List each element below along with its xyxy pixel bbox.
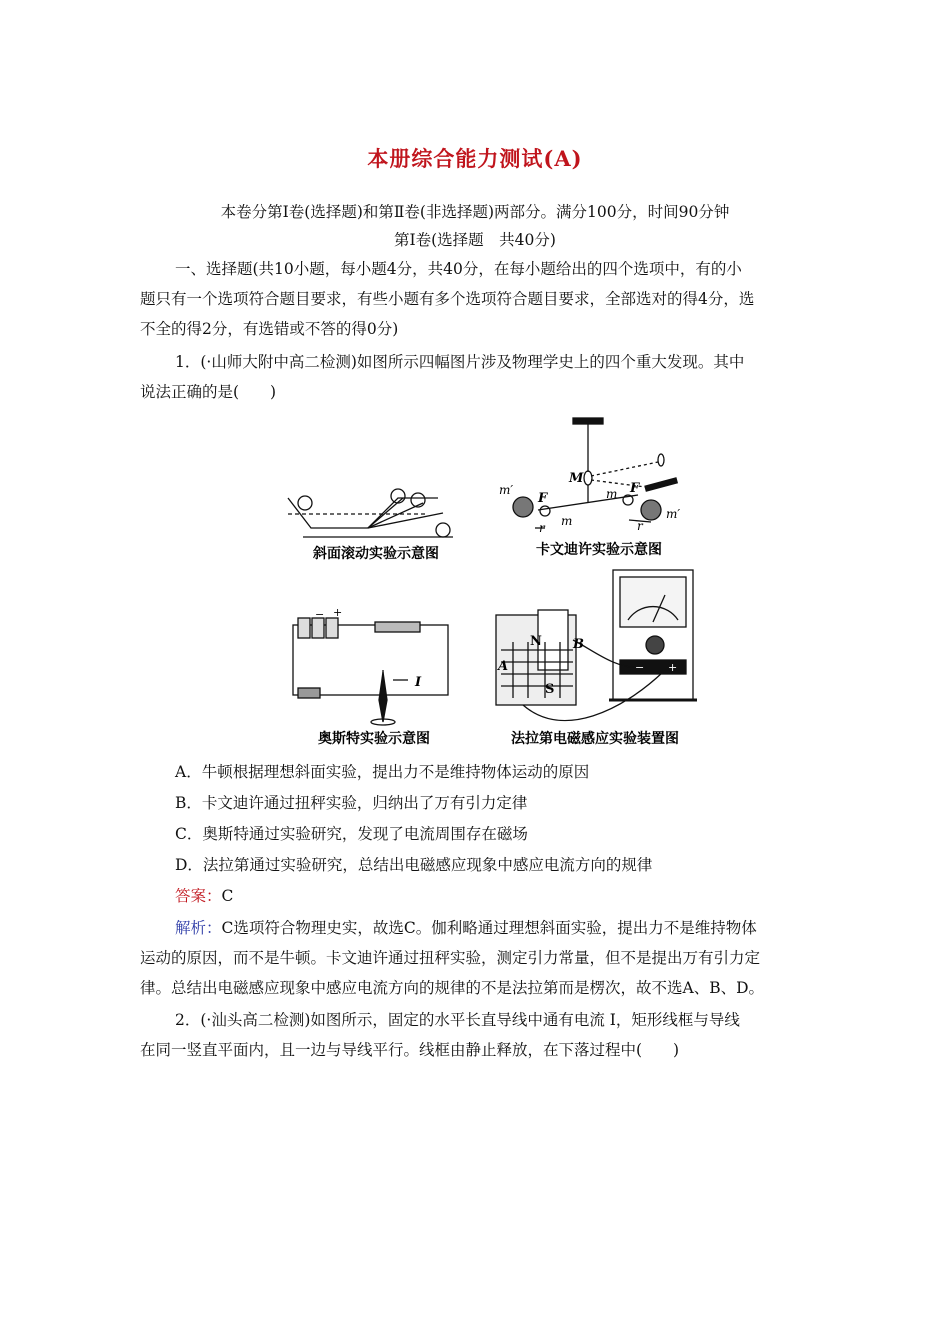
section1-line-3: 不全的得2分，有选错或不答的得0分) [140, 320, 399, 338]
label-f-left: F [538, 491, 548, 506]
label-m-prime-left: m′ [499, 483, 514, 497]
option-c: C．奥斯特通过实验研究，发现了电流周围存在磁场 [175, 825, 528, 843]
caption-inclined-plane: 斜面滚动实验示意图 [313, 546, 439, 562]
caption-cavendish: 卡文迪许实验示意图 [536, 542, 662, 558]
section1-line-1: 一、选择题(共10小题，每小题4分，共40分，在每小题给出的四个选项中，有的小 [175, 260, 742, 278]
question-2-line-2: 在同一竖直平面内，且一边与导线平行。线框由静止释放，在下落过程中( ) [140, 1041, 680, 1059]
cavendish-diagram [513, 418, 677, 528]
analysis-line-1 [175, 918, 757, 938]
label-meter-plus: + [668, 661, 678, 674]
label-f-right: F [630, 481, 640, 496]
caption-faraday: 法拉第电磁感应实验装置图 [511, 731, 679, 747]
label-battery-plus: + [333, 606, 343, 619]
oersted-diagram [293, 618, 448, 725]
label-meter-minus: − [635, 661, 645, 674]
label-pole-n: N [530, 634, 542, 649]
question-1-line-1: 1．(·山师大附中高二检测)如图所示四幅图片涉及物理学史上的四个重大发现。其中 [175, 353, 745, 371]
label-m-left: m [561, 514, 573, 528]
label-current-i: I [415, 675, 422, 690]
label-coil-a: A [498, 659, 509, 674]
question-1-figure [283, 410, 703, 755]
option-b: B．卡文迪许通过扭秤实验，归纳出了万有引力定律 [175, 794, 528, 812]
section1-line-2: 题只有一个选项符合题目要求，有些小题有多个选项符合题目要求，全部选对的得4分，选 [140, 290, 755, 308]
analysis-text-1: C选项符合物理史实，故选C。伽利略通过理想斜面实验，提出力不是维持物体 [221, 919, 757, 937]
label-battery-minus: − [315, 608, 325, 621]
part1-title: 第Ⅰ卷(选择题 共40分) [394, 231, 556, 249]
faraday-diagram [496, 570, 697, 721]
answer-label: 答案： [175, 887, 222, 905]
inclined-plane-diagram [288, 489, 453, 537]
label-m-capital: M [569, 471, 584, 486]
option-d: D．法拉第通过实验研究，总结出电磁感应现象中感应电流方向的规律 [175, 856, 653, 874]
analysis-label: 解析： [175, 919, 222, 937]
question-1-line-2: 说法正确的是( ) [140, 383, 277, 401]
label-r-left: r [539, 521, 545, 535]
option-a: A．牛顿根据理想斜面实验，提出力不是维持物体运动的原因 [175, 763, 590, 781]
label-m-prime-right: m′ [666, 507, 681, 521]
analysis-line-2: 运动的原因，而不是牛顿。卡文迪许通过扭秤实验，测定引力常量，但不是提出万有引力定 [140, 949, 761, 967]
label-coil-b: B [573, 637, 584, 652]
label-m-right: m [606, 487, 618, 501]
label-pole-s: S [545, 682, 555, 697]
page-title: 本册综合能力测试(A) [367, 146, 583, 171]
label-r-right: r [637, 519, 643, 533]
answer-value: C [221, 887, 234, 905]
analysis-line-3: 律。总结出电磁感应现象中感应电流方向的规律的不是法拉第而是楞次，故不选A、B、D。 [140, 979, 765, 997]
answer-line [175, 886, 233, 906]
exam-intro: 本卷分第Ⅰ卷(选择题)和第Ⅱ卷(非选择题)两部分。满分100分，时间90分钟 [220, 203, 730, 221]
question-2-line-1: 2．(·汕头高二检测)如图所示，固定的水平长直导线中通有电流 I，矩形线框与导线 [175, 1011, 740, 1029]
caption-oersted: 奥斯特实验示意图 [318, 731, 430, 747]
